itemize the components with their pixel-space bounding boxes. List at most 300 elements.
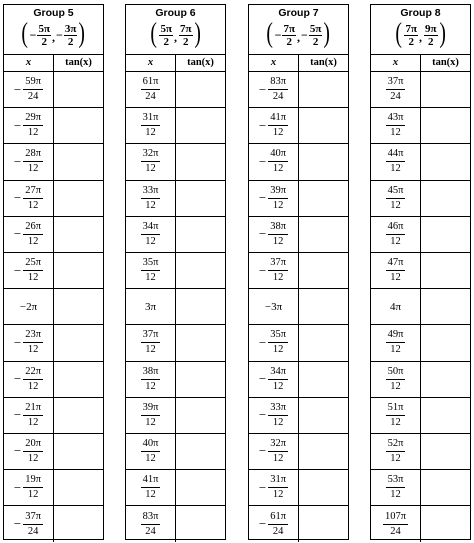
- tan-answer-cell[interactable]: [299, 398, 348, 433]
- group-header: [126, 5, 225, 55]
- x-numerator: 26π: [23, 221, 43, 235]
- interval-fraction: [309, 23, 323, 48]
- x-fraction: [268, 257, 288, 284]
- x-numerator: 37π: [141, 329, 161, 343]
- interval-numerator: 7π: [180, 23, 192, 35]
- x-value-cell: [371, 253, 421, 288]
- x-value-cell: [4, 398, 54, 433]
- x-fraction: [23, 366, 43, 393]
- table-row: [249, 289, 348, 325]
- x-fraction: [23, 185, 43, 212]
- x-denominator: 12: [145, 235, 156, 247]
- x-value-cell: [126, 470, 176, 505]
- x-denominator: 12: [27, 452, 39, 464]
- table-row: [371, 72, 470, 108]
- x-value-cell: [126, 144, 176, 179]
- x-sign: −: [258, 334, 267, 350]
- x-value-cell: [4, 217, 54, 252]
- x-denominator: 12: [272, 489, 284, 501]
- x-value-cell: [371, 362, 421, 397]
- table-row: [371, 506, 470, 542]
- x-denominator: 12: [390, 489, 401, 501]
- column-header-tan: tan(x): [310, 57, 337, 68]
- x-numerator: 29π: [23, 112, 43, 126]
- tan-answer-cell[interactable]: [299, 217, 348, 252]
- tan-answer-cell[interactable]: [299, 362, 348, 397]
- tan-answer-cell[interactable]: [421, 72, 470, 107]
- interval-numerator: 5π: [309, 23, 322, 35]
- table-row: [4, 181, 103, 217]
- tan-answer-cell[interactable]: [54, 325, 103, 360]
- x-denominator: 12: [145, 127, 156, 139]
- x-denominator: 12: [145, 344, 156, 356]
- table-row: [249, 217, 348, 253]
- table-rows: [371, 72, 470, 542]
- x-value-cell: [126, 217, 176, 252]
- tan-answer-cell[interactable]: [176, 470, 225, 505]
- x-numerator: 40π: [268, 148, 288, 162]
- x-denominator: 24: [390, 525, 401, 537]
- x-numerator: 35π: [141, 257, 161, 271]
- interval-comma: ,: [297, 30, 300, 44]
- table-row: [126, 506, 225, 542]
- x-numerator: 27π: [23, 185, 43, 199]
- right-paren: ): [78, 18, 86, 49]
- x-sign: −: [258, 479, 267, 495]
- table-row: [4, 506, 103, 542]
- table-rows: [126, 72, 225, 542]
- x-denominator: 12: [272, 380, 284, 392]
- x-numerator: 22π: [23, 366, 43, 380]
- x-numerator: 41π: [141, 474, 161, 488]
- tan-answer-cell[interactable]: [421, 217, 470, 252]
- tan-answer-cell[interactable]: [54, 434, 103, 469]
- x-value-cell: [4, 325, 54, 360]
- tan-answer-cell[interactable]: [176, 108, 225, 143]
- x-sign: −: [258, 407, 267, 423]
- x-numerator: 45π: [386, 185, 406, 199]
- x-value-cell: [371, 72, 421, 107]
- right-paren: ): [438, 18, 446, 49]
- interval-fraction: [64, 23, 78, 48]
- group-table: [248, 4, 349, 540]
- x-sign: −: [258, 443, 267, 459]
- table-rows: [249, 72, 348, 542]
- x-fraction: [268, 148, 288, 175]
- tan-answer-cell[interactable]: [176, 217, 225, 252]
- x-fraction: [386, 257, 406, 284]
- x-value-cell: [126, 72, 176, 107]
- x-numerator: 23π: [23, 329, 43, 343]
- x-value-cell: [126, 398, 176, 433]
- tan-answer-cell[interactable]: [421, 181, 470, 216]
- right-paren: ): [323, 18, 331, 49]
- x-fraction: [386, 112, 406, 139]
- interval-numerator: 9π: [425, 23, 437, 35]
- tan-answer-cell[interactable]: [54, 72, 103, 107]
- interval-comma: ,: [52, 30, 55, 44]
- tan-answer-cell[interactable]: [54, 362, 103, 397]
- x-value-cell: [371, 506, 421, 542]
- interval-sign: −: [29, 28, 37, 42]
- table-row: [126, 398, 225, 434]
- tan-answer-cell[interactable]: [421, 434, 470, 469]
- x-denominator: 12: [390, 416, 401, 428]
- x-numerator: 50π: [386, 366, 406, 380]
- x-denominator: 12: [145, 380, 156, 392]
- tan-answer-cell[interactable]: [421, 144, 470, 179]
- table-row: [371, 434, 470, 470]
- x-value-cell: [249, 144, 299, 179]
- tan-answer-cell[interactable]: [54, 217, 103, 252]
- x-sign: −: [258, 153, 267, 169]
- tan-answer-cell[interactable]: [299, 289, 348, 324]
- interval-fraction: [424, 23, 438, 48]
- column-header-x: x: [4, 55, 54, 71]
- tan-answer-cell[interactable]: [54, 108, 103, 143]
- interval-comma: ,: [419, 30, 422, 44]
- x-numerator: 25π: [23, 257, 43, 271]
- x-numerator: 33π: [268, 402, 288, 416]
- x-sign: −: [258, 190, 267, 206]
- right-paren: ): [193, 18, 201, 49]
- interval-left-bound: [403, 23, 418, 48]
- tan-answer-cell[interactable]: [421, 470, 470, 505]
- x-value-cell: [371, 144, 421, 179]
- x-fraction: [268, 76, 288, 103]
- x-denominator: 12: [272, 199, 284, 211]
- tan-answer-cell[interactable]: [176, 289, 225, 324]
- x-value-cell: [4, 253, 54, 288]
- x-fraction: [141, 76, 161, 103]
- tan-answer-cell[interactable]: [421, 108, 470, 143]
- x-value-cell: [371, 325, 421, 360]
- x-value-cell: [249, 253, 299, 288]
- x-sign: −: [13, 443, 22, 459]
- tan-answer-cell[interactable]: [54, 289, 103, 324]
- interval-denominator: 2: [428, 36, 434, 48]
- interval-fraction: [37, 23, 51, 48]
- x-numerator: 31π: [268, 474, 288, 488]
- x-value-cell: [126, 325, 176, 360]
- group-table: [125, 4, 226, 540]
- x-fraction: [141, 366, 161, 393]
- x-numerator: 41π: [268, 112, 288, 126]
- table-row: [371, 217, 470, 253]
- x-value-cell: [126, 253, 176, 288]
- x-fraction: [141, 185, 161, 212]
- group-header: [371, 5, 470, 55]
- tan-answer-cell[interactable]: [176, 253, 225, 288]
- table-row: [371, 289, 470, 325]
- x-fraction: [141, 221, 161, 248]
- table-row: [249, 72, 348, 108]
- tan-answer-cell[interactable]: [54, 398, 103, 433]
- x-numerator: 35π: [268, 329, 288, 343]
- tan-answer-cell[interactable]: [421, 398, 470, 433]
- interval-left-bound: [275, 23, 296, 48]
- interval-numerator: 7π: [283, 23, 295, 35]
- table-row: [249, 253, 348, 289]
- tan-answer-cell[interactable]: [176, 362, 225, 397]
- x-numerator: 61π: [268, 511, 288, 525]
- table-row: [126, 362, 225, 398]
- tan-answer-cell[interactable]: [54, 253, 103, 288]
- tan-answer-cell[interactable]: [299, 470, 348, 505]
- x-denominator: 24: [145, 525, 156, 537]
- tan-answer-cell[interactable]: [176, 144, 225, 179]
- x-fraction: [141, 511, 161, 538]
- x-fraction: [268, 185, 288, 212]
- x-fraction: [268, 221, 288, 248]
- table-row: [126, 289, 225, 325]
- x-denominator: 12: [390, 344, 401, 356]
- x-fraction: [268, 474, 288, 501]
- x-denominator: 12: [27, 380, 39, 392]
- x-value-cell: [249, 325, 299, 360]
- x-denominator: 12: [145, 199, 156, 211]
- tan-answer-cell[interactable]: [176, 398, 225, 433]
- x-denominator: 24: [27, 525, 39, 537]
- table-row: [126, 144, 225, 180]
- tan-answer-cell[interactable]: [421, 289, 470, 324]
- x-numerator: 33π: [141, 185, 161, 199]
- group-title: Group 5: [33, 7, 74, 19]
- x-sign: −: [13, 81, 22, 97]
- column-header-tan: tan(x): [65, 57, 92, 68]
- table-row: [371, 181, 470, 217]
- table-row: [249, 398, 348, 434]
- x-value-cell: [4, 181, 54, 216]
- x-numerator: 49π: [386, 329, 406, 343]
- tan-answer-cell[interactable]: [54, 506, 103, 542]
- table-row: [4, 362, 103, 398]
- tan-answer-cell[interactable]: [299, 325, 348, 360]
- x-denominator: 12: [390, 199, 401, 211]
- interval: [249, 19, 348, 52]
- x-fraction: [268, 366, 288, 393]
- x-fraction: [141, 438, 161, 465]
- table-row: [4, 72, 103, 108]
- table-row: [249, 506, 348, 542]
- x-numerator: 61π: [141, 76, 161, 90]
- x-fraction: [141, 329, 161, 356]
- x-fraction: [23, 257, 43, 284]
- x-numerator: 44π: [386, 148, 406, 162]
- x-fraction: [386, 438, 406, 465]
- table-row: [371, 362, 470, 398]
- tan-answer-cell[interactable]: [299, 434, 348, 469]
- x-fraction: [386, 366, 406, 393]
- column-headers: [4, 55, 103, 72]
- x-numerator: 31π: [141, 112, 161, 126]
- x-denominator: 12: [390, 235, 401, 247]
- x-value-cell: [4, 108, 54, 143]
- table-row: [126, 325, 225, 361]
- x-fraction: [268, 438, 288, 465]
- tan-answer-cell[interactable]: [299, 144, 348, 179]
- table-row: [4, 217, 103, 253]
- left-paren: (: [395, 18, 403, 49]
- table-row: [371, 144, 470, 180]
- interval-numerator: 5π: [38, 23, 50, 35]
- x-denominator: 12: [272, 272, 284, 284]
- table-row: [126, 181, 225, 217]
- interval-fraction: [159, 23, 173, 48]
- group-title: Group 7: [278, 7, 319, 19]
- x-value-cell: [4, 470, 54, 505]
- x-denominator: 12: [145, 452, 156, 464]
- interval-right-bound: [301, 23, 322, 48]
- table-row: [126, 72, 225, 108]
- x-value-cell: [249, 289, 299, 324]
- x-numerator: 19π: [23, 474, 43, 488]
- x-denominator: 12: [27, 272, 39, 284]
- x-sign: −: [13, 153, 22, 169]
- interval-sign: −: [274, 28, 282, 42]
- x-sign: −: [258, 371, 267, 387]
- x-denominator: 12: [145, 272, 156, 284]
- x-sign: −: [13, 407, 22, 423]
- tan-answer-cell[interactable]: [299, 72, 348, 107]
- x-fraction: [23, 148, 43, 175]
- interval-sign: −: [301, 28, 308, 42]
- tan-answer-cell[interactable]: [299, 181, 348, 216]
- interval: [371, 19, 470, 52]
- x-numerator: 40π: [141, 438, 161, 452]
- x-value-cell: [126, 108, 176, 143]
- x-fraction: [141, 474, 161, 501]
- x-numerator: 37π: [386, 76, 406, 90]
- x-value-cell: [249, 470, 299, 505]
- x-fraction: [23, 511, 43, 538]
- column-headers: [371, 55, 470, 72]
- interval-right-bound: [56, 23, 77, 48]
- x-numerator: 34π: [141, 221, 161, 235]
- x-value-cell: [249, 362, 299, 397]
- group-title: Group 6: [155, 7, 196, 19]
- tan-answer-cell[interactable]: [421, 506, 470, 542]
- tan-answer-cell[interactable]: [299, 108, 348, 143]
- x-numerator: 39π: [268, 185, 288, 199]
- interval-fraction: [404, 23, 418, 48]
- x-value-cell: [4, 289, 54, 324]
- x-numerator: 52π: [386, 438, 406, 452]
- interval-denominator: 2: [183, 36, 189, 48]
- x-value-cell: [371, 181, 421, 216]
- x-value-cell: [371, 108, 421, 143]
- x-denominator: 12: [27, 344, 39, 356]
- interval-numerator: 3π: [64, 23, 77, 35]
- table-row: [371, 253, 470, 289]
- tan-answer-cell[interactable]: [176, 434, 225, 469]
- x-denominator: 24: [272, 91, 284, 103]
- x-value-cell: [126, 434, 176, 469]
- x-denominator: 12: [27, 163, 39, 175]
- x-numerator: 32π: [268, 438, 288, 452]
- x-sign: −: [13, 226, 22, 242]
- column-header-x: x: [249, 55, 299, 71]
- x-denominator: 12: [272, 235, 284, 247]
- tan-answer-cell[interactable]: [421, 362, 470, 397]
- x-denominator: 12: [27, 199, 39, 211]
- x-value-cell: [249, 217, 299, 252]
- table-row: [4, 398, 103, 434]
- interval-left-bound: [30, 23, 51, 48]
- x-fraction: [383, 511, 408, 538]
- x-fraction: [23, 329, 43, 356]
- x-numerator: 83π: [268, 76, 288, 90]
- x-numerator: 43π: [386, 112, 406, 126]
- x-sign: −: [258, 81, 267, 97]
- interval: [4, 19, 103, 52]
- x-fraction: [141, 402, 161, 429]
- x-sign: −: [13, 117, 22, 133]
- tan-answer-cell[interactable]: [54, 181, 103, 216]
- tan-answer-cell[interactable]: [54, 144, 103, 179]
- x-fraction: [386, 402, 406, 429]
- tan-answer-cell[interactable]: [421, 253, 470, 288]
- table-row: [371, 398, 470, 434]
- x-denominator: 24: [272, 525, 284, 537]
- x-denominator: 24: [390, 91, 401, 103]
- x-denominator: 12: [145, 416, 156, 428]
- x-denominator: 12: [390, 163, 401, 175]
- table-row: [249, 108, 348, 144]
- x-sign: −: [13, 479, 22, 495]
- x-fraction: [268, 511, 288, 538]
- tan-answer-cell[interactable]: [421, 325, 470, 360]
- interval-fraction: [179, 23, 193, 48]
- x-sign: −: [13, 371, 22, 387]
- tan-answer-cell[interactable]: [176, 72, 225, 107]
- tan-answer-cell[interactable]: [299, 506, 348, 542]
- table-row: [4, 434, 103, 470]
- table-row: [4, 253, 103, 289]
- x-value-cell: [249, 72, 299, 107]
- x-numerator: 38π: [141, 366, 161, 380]
- tan-answer-cell[interactable]: [299, 253, 348, 288]
- interval-comma: ,: [174, 30, 177, 44]
- interval-numerator: 5π: [160, 23, 172, 35]
- x-numerator: 47π: [386, 257, 406, 271]
- tan-answer-cell[interactable]: [176, 506, 225, 542]
- column-header-tan: tan(x): [432, 57, 459, 68]
- x-denominator: 12: [272, 416, 284, 428]
- x-numerator: 51π: [386, 402, 406, 416]
- x-fraction: [23, 76, 43, 103]
- x-numerator: 39π: [141, 402, 161, 416]
- x-denominator: 12: [145, 163, 156, 175]
- tan-answer-cell[interactable]: [176, 325, 225, 360]
- table-row: [249, 325, 348, 361]
- column-header-tan: tan(x): [187, 57, 214, 68]
- tan-answer-cell[interactable]: [54, 470, 103, 505]
- x-numerator: 32π: [141, 148, 161, 162]
- interval-numerator: 7π: [405, 23, 417, 35]
- x-value-cell: [371, 217, 421, 252]
- tan-answer-cell[interactable]: [176, 181, 225, 216]
- x-fraction: [386, 148, 406, 175]
- x-value-cell: [371, 398, 421, 433]
- table-row: [371, 325, 470, 361]
- group-table: [370, 4, 471, 540]
- interval-denominator: 2: [41, 36, 47, 48]
- x-sign: −: [13, 334, 22, 350]
- x-numerator: 20π: [23, 438, 43, 452]
- x-value-cell: [126, 181, 176, 216]
- x-fraction: [386, 221, 406, 248]
